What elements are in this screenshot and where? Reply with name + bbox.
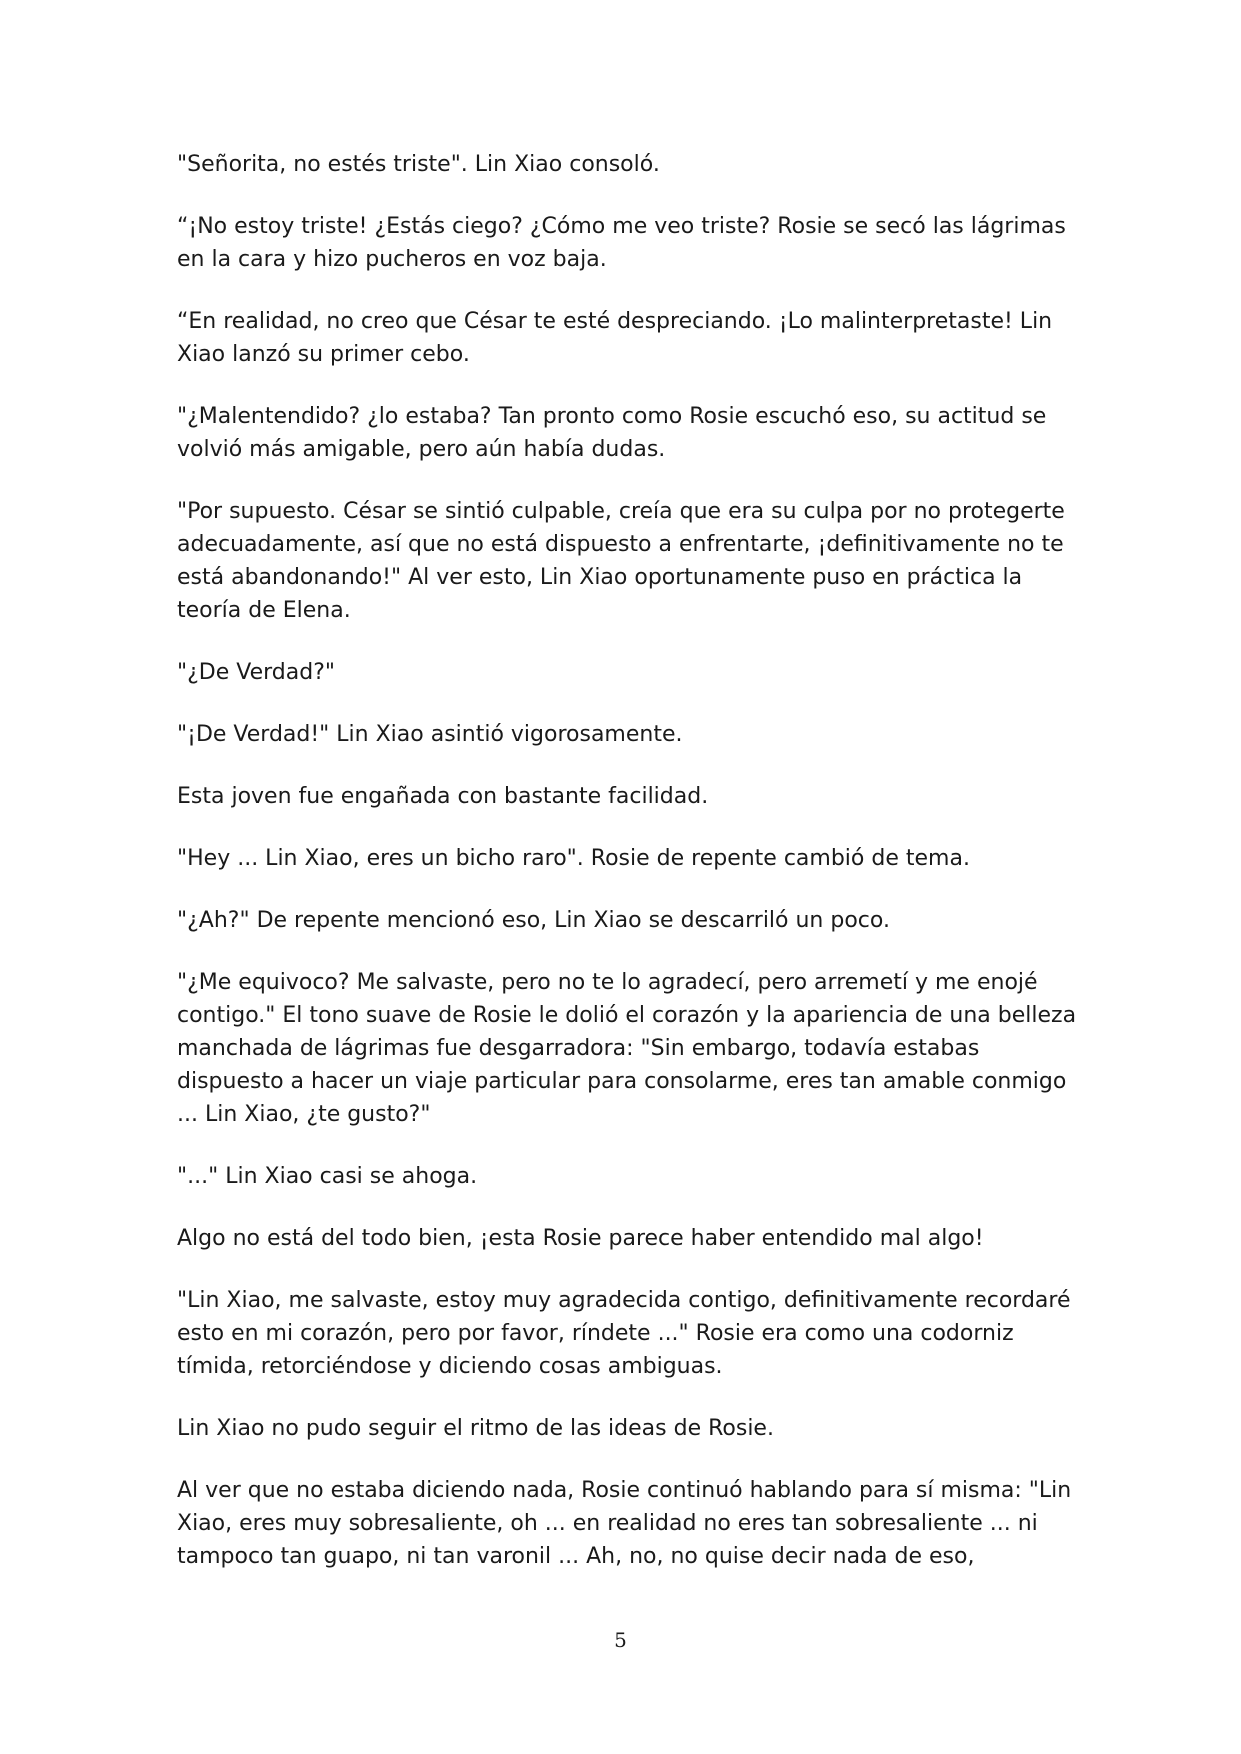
paragraph: "¡De Verdad!" Lin Xiao asintió vigorosamente. [177,722,683,747]
paragraph: Lin Xiao no pudo seguir el ritmo de las ideas de Rosie. [177,1416,774,1441]
paragraph: Algo no está del todo bien, ¡esta Rosie parece haber entendido mal algo! [177,1226,984,1251]
body-text [177,148,1077,1602]
paragraph: "..." Lin Xiao casi se ahoga. [177,1164,478,1189]
paragraph: “En realidad, no creo que César te esté despreciando. ¡Lo malinterpretaste! Lin Xiao lanzó su primer cebo. [177,309,1053,367]
paragraph: "¿Ah?" De repente mencionó eso, Lin Xiao se descarriló un poco. [177,908,890,933]
paragraph: "Hey ... Lin Xiao, eres un bicho raro". Rosie de repente cambió de tema. [177,846,970,871]
page-number: 5 [614,1628,627,1652]
paragraph: "¿Me equivoco? Me salvaste, pero no te lo agradecí, pero arremetí y me enojé contigo." El tono suave de Rosie le dolió el corazón y la apariencia de una belleza manchada de lágrimas fue desgarradora: "Sin embargo, todavía estabas dispuesto a hacer un viaje particular para consolarme, eres tan amable conmigo ... Lin Xiao, ¿te gusto?" [177,970,1077,1127]
paragraph: "¿De Verdad?" [177,660,336,685]
paragraph: "¿Malentendido? ¿lo estaba? Tan pronto como Rosie escuchó eso, su actitud se volvió más amigable, pero aún había dudas. [177,404,1047,462]
paragraph: "Lin Xiao, me salvaste, estoy muy agradecida contigo, definitivamente recordaré esto en mi corazón, pero por favor, ríndete ..." Rosie era como una codorniz tímida, retorciéndose y diciendo cosas ambiguas. [177,1288,1071,1379]
paragraph: Esta joven fue engañada con bastante facilidad. [177,784,709,809]
paragraph: Al ver que no estaba diciendo nada, Rosie continuó hablando para sí misma: "Lin Xiao, eres muy sobresaliente, oh ... en realidad no eres tan sobresaliente ... ni tampoco tan guapo, ni tan varonil ... Ah, no, no quise decir nada de eso, [177,1478,1072,1569]
paragraph: "Señorita, no estés triste". Lin Xiao consoló. [177,152,660,177]
paragraph: “¡No estoy triste! ¿Estás ciego? ¿Cómo me veo triste? Rosie se secó las lágrimas en la cara y hizo pucheros en voz baja. [177,214,1066,272]
paragraph: "Por supuesto. César se sintió culpable, creía que era su culpa por no protegerte adecuadamente, así que no está dispuesto a enfrentarte, ¡definitivamente no te está abandonando!" Al ver esto, Lin Xiao oportunamente puso en práctica la teoría de Elena. [177,499,1065,623]
